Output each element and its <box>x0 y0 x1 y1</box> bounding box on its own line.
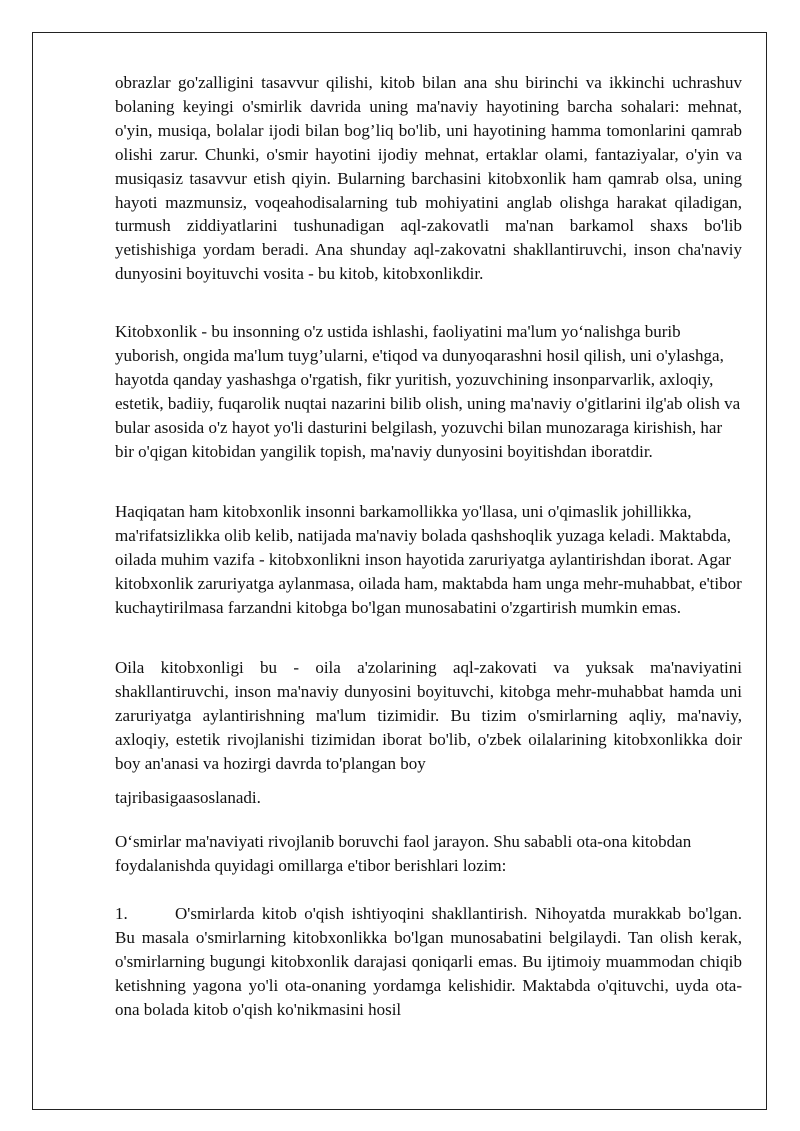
list-item-text: O'smirlarda kitob o'qish ishtiyoqini shakllantirish. Nihoyatda murakkab bo'lgan. Bu masala o'smirlarning kitobxonlikka bo'lgan munosabatini belgilaydi. Tan olish kerak, o'smirlarning bugungi kitobxonlik darajasi qoniqarli emas. Bu ijtimoiy muammodan chiqib ketishning yagona yo'li ota-onaning yordamga kelishidir. Maktabda o'qituvchi, uyda ota-ona bolada kitob o'qish ko'nikmasini hosil <box>115 904 742 1019</box>
paragraph-1: obrazlar go'zalligini tasavvur qilishi, kitob bilan ana shu birinchi va ikkinchi uchrashuv bolaning keyingi o'smirlik davrida uning ma'naviy hayotining barcha sohalari: mehnat, o'yin, musiqa, bolalar ijodi bilan bog’liq bo'lib, uni hayotining hamma tomonlarini qamrab olishi zarur. Chunki, o'smir hayotini ijodiy mehnat, ertaklar olami, fantaziyalar, o'yin va musiqasiz tasavvur etish qiyin. Bularning barchasini kitobxonlik ham qamrab olsa, uning hayoti mazmunsiz, voqeahodisalarning tub mohiyatini anglab olishga harakat qiladigan, turmush ziddiyatlarini tushunadigan aql-zakovatli ma'nan barkamol shaxs bo'lib yetishishiga yordam beradi. Ana shunday aql-zakovatni shakllantiruvchi, inson cha'naviy dunyosini boyituvchi vosita - bu kitob, kitobxonlikdir. <box>115 73 742 284</box>
paragraph-3: Haqiqatan ham kitobxonlik insonni barkamollikka yo'llasa, uni o'qimaslik johillikka, ma'rifatsizlikka olib kelib, natijada ma'naviy bolada qashshoqlik yuzaga keladi. Maktabda, oilada muhim vazifa - kitobxonlikni inson hayotida zaruriyatga aylantirishdan iborat. Agar kitobxonlik zaruriyatga aylanmasa, oilada ham, maktabda ham unga mehr-muhabbat, e'tibor kuchaytirilmasa farzandni kitobga bo'lgan munosabatini o'zgartirish mumkin emas. <box>115 502 742 617</box>
paragraph-5: tajribasigaasoslanadi. <box>115 788 261 807</box>
list-item-number: 1. <box>115 904 128 923</box>
paragraph-6: O‘smirlar ma'naviyati rivojlanib boruvchi faol jarayon. Shu sababli ota-ona kitobdan foydalanishda quyidagi omillarga e'tibor berishlari lozim: <box>115 832 692 875</box>
paragraph-2: Kitobxonlik - bu insonning o'z ustida ishlashi, faoliyatini ma'lum yo‘nalishga burib yuborish, ongida ma'lum tuyg’ularni, e'tiqod va dunyoqarashni hosil qilish, uni o'ylashga, hayotda qanday yashashga o'rgatish, fikr yuritish, yozuvchining insonparvarlik, axloqiy, estetik, badiiy, fuqarolik nuqtai nazarini bilib olish, uning ma'naviy o'gitlarini ilg'ab olish va bular asosida o'z hayot yo'li dasturini belgilash, yozuvchi bilan munozaraga kirishish, har bir o'qigan kitobidan yangilik topish, ma'naviy dunyosini boyitishdan iboratdir. <box>115 322 741 461</box>
paragraph-4: Oila kitobxonligi bu - oila a'zolarining aql-zakovati va yuksak ma'naviyatini shakllantiruvchi, inson ma'naviy dunyosini boyituvchi, kitobga mehr-muhabbat hamda uni zaruriyatga aylantirishning ma'lum tizimidir. Bu tizim o'smirlarning aqliy, ma'naviy, axloqiy, estetik rivojlanishi tizimidan iborat bo'lib, o'zbek oilalarining kitobxonlikka doir boy an'anasi va hozirgi davrda to'plangan boy <box>115 658 742 773</box>
list-item-1 <box>115 902 742 1022</box>
